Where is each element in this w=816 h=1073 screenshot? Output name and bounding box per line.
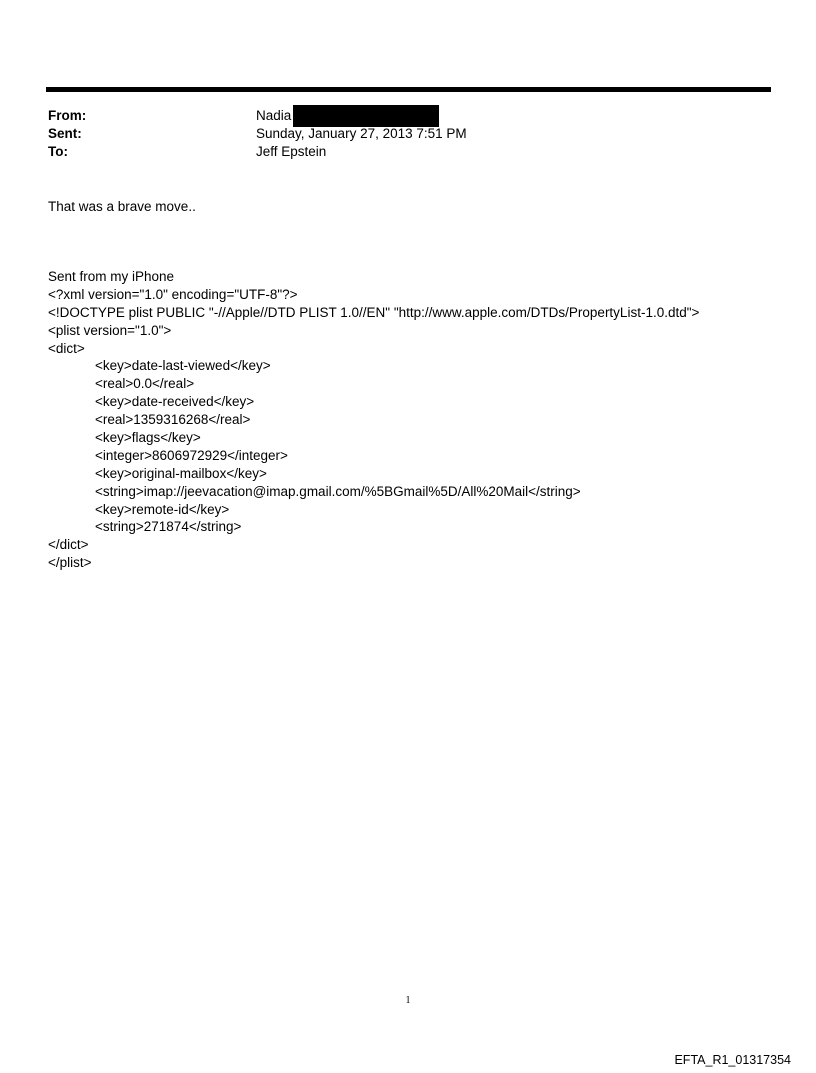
sent-value: Sunday, January 27, 2013 7:51 PM [256, 126, 467, 141]
signature-line: Sent from my iPhone [48, 269, 175, 284]
plist-entry: <key>date-last-viewed</key> [95, 358, 271, 374]
plist-entry: <string>271874</string> [95, 519, 242, 535]
plist-doctype: <!DOCTYPE plist PUBLIC "-//Apple//DTD PLIST 1.0//EN" "http://www.apple.com/DTDs/PropertyList-1.0.dtd"> [48, 304, 700, 320]
plist-close-tag: </plist> [48, 555, 92, 571]
redaction-block [293, 105, 439, 127]
page-number: 1 [405, 995, 411, 1006]
plist-entry: <key>original-mailbox</key> [95, 465, 267, 481]
plist-entry: <key>flags</key> [95, 430, 201, 446]
plist-entry: <integer>8606972929</integer> [95, 447, 288, 463]
dict-open-tag: <dict> [48, 340, 85, 356]
dict-close-tag: </dict> [48, 537, 89, 553]
sent-label: Sent: [48, 126, 82, 141]
email-header [48, 107, 748, 161]
plist-entry: <real>1359316268</real> [95, 412, 251, 428]
header-divider-rule [46, 87, 771, 92]
document-id: EFTA_R1_01317354 [674, 1053, 791, 1067]
email-message: That was a brave move.. [48, 199, 196, 214]
email-body-lower [48, 268, 788, 572]
plist-entry: <real>0.0</real> [95, 376, 195, 392]
plist-entry: <string>imap://jeevacation@imap.gmail.com/%5BGmail%5D/All%20Mail</string> [95, 483, 581, 499]
to-value: Jeff Epstein [256, 144, 327, 159]
from-row [48, 107, 748, 125]
plist-xml-declaration: <?xml version="1.0" encoding="UTF-8"?> [48, 286, 298, 302]
from-label: From: [48, 108, 87, 123]
from-value-wrapper [256, 105, 439, 127]
sent-row [48, 125, 748, 143]
from-value: Nadia [256, 108, 292, 123]
plist-entry: <key>date-received</key> [95, 394, 255, 410]
plist-entry: <key>remote-id</key> [95, 501, 230, 517]
to-label: To: [48, 144, 68, 159]
to-row [48, 143, 748, 161]
plist-open-tag: <plist version="1.0"> [48, 322, 172, 338]
